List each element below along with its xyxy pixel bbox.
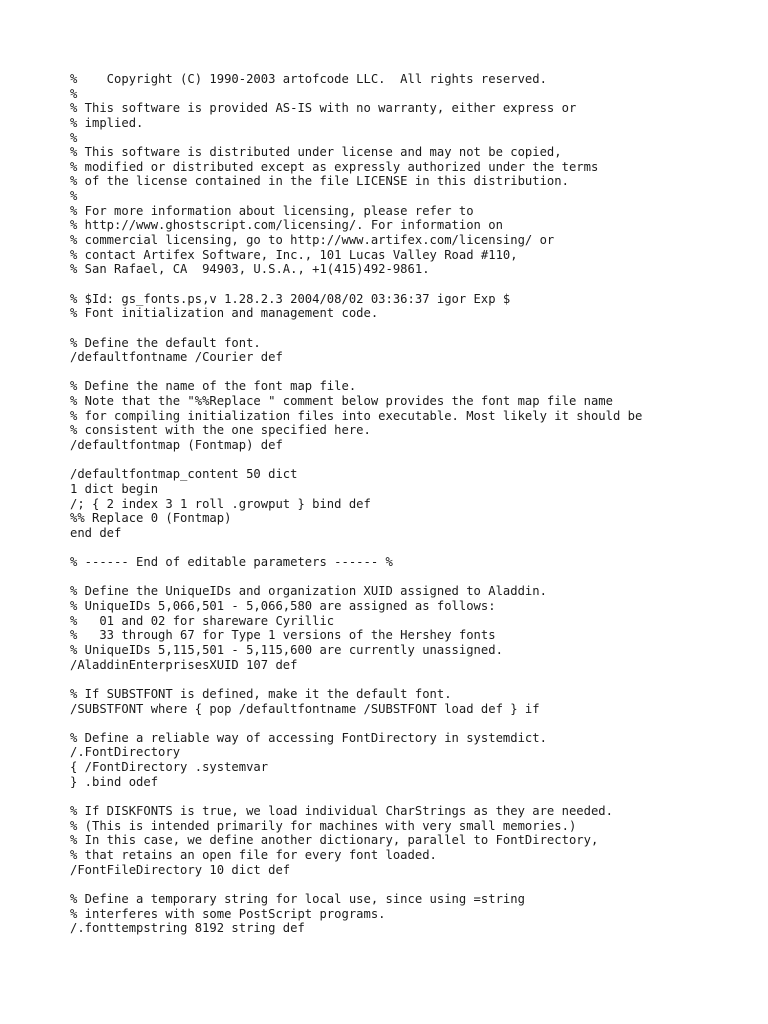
code-line xyxy=(70,672,760,687)
code-line: % In this case, we define another dictionary, parallel to FontDirectory, xyxy=(70,833,599,848)
code-line: % Define the UniqueIDs and organization XUID assigned to Aladdin. xyxy=(70,584,547,599)
code-line: % Copyright (C) 1990-2003 artofcode LLC. All rights reserved. xyxy=(70,72,547,86)
code-line: /.FontDirectory xyxy=(70,745,181,760)
code-line: % Define a reliable way of accessing FontDirectory in systemdict. xyxy=(70,730,547,745)
code-line: /.fonttempstring 8192 string def xyxy=(70,921,305,936)
code-line xyxy=(70,877,760,892)
code-line: % for compiling initialization files into executable. Most likely it should be xyxy=(70,408,643,423)
code-line xyxy=(70,541,760,556)
code-line: % This software is provided AS-IS with no warranty, either express or xyxy=(70,101,577,116)
code-line: /FontFileDirectory 10 dict def xyxy=(70,862,291,877)
code-line: % Font initialization and management code. xyxy=(70,306,379,321)
code-line: % UniqueIDs 5,115,501 - 5,115,600 are currently unassigned. xyxy=(70,642,503,657)
code-line: % For more information about licensing, please refer to xyxy=(70,203,474,218)
code-line xyxy=(70,570,760,585)
code-line xyxy=(70,789,760,804)
code-line: % This software is distributed under license and may not be copied, xyxy=(70,145,562,160)
code-line: /defaultfontmap (Fontmap) def xyxy=(70,438,283,453)
code-line: % Define a temporary string for local use, since using =string xyxy=(70,891,525,906)
code-line: % of the license contained in the file LICENSE in this distribution. xyxy=(70,174,569,189)
code-line: % Note that the "%%Replace " comment below provides the font map file name xyxy=(70,394,613,409)
code-line: /defaultfontname /Courier def xyxy=(70,350,283,365)
code-line: % interferes with some PostScript programs. xyxy=(70,906,386,921)
code-line xyxy=(70,716,760,731)
code-line: /; { 2 index 3 1 roll .growput } bind def xyxy=(70,496,371,511)
code-line: } .bind odef xyxy=(70,774,159,789)
code-line xyxy=(70,365,760,380)
code-line: % If SUBSTFONT is defined, make it the default font. xyxy=(70,686,452,701)
code-line: /SUBSTFONT where { pop /defaultfontname /SUBSTFONT load def } if xyxy=(70,701,540,716)
code-line: % contact Artifex Software, Inc., 101 Lucas Valley Road #110, xyxy=(70,247,518,262)
code-line xyxy=(70,277,760,292)
code-line: % Define the default font. xyxy=(70,335,261,350)
code-line: 1 dict begin xyxy=(70,481,159,496)
code-line: % Define the name of the font map file. xyxy=(70,379,357,394)
code-line: %% Replace 0 (Fontmap) xyxy=(70,511,232,526)
code-line: % If DISKFONTS is true, we load individual CharStrings as they are needed. xyxy=(70,804,613,819)
code-line: { /FontDirectory .systemvar xyxy=(70,760,269,775)
code-line: % ------ End of editable parameters ------ % xyxy=(70,555,393,570)
code-line: % (This is intended primarily for machines with very small memories.) xyxy=(70,818,577,833)
code-line: % xyxy=(70,189,78,204)
code-line: % 33 through 67 for Type 1 versions of the Hershey fonts xyxy=(70,628,496,643)
code-line: % $Id: gs_fonts.ps,v 1.28.2.3 2004/08/02 03:36:37 igor Exp $ xyxy=(70,291,511,306)
code-line: % xyxy=(70,86,78,101)
code-line: % UniqueIDs 5,066,501 - 5,066,580 are assigned as follows: xyxy=(70,599,496,614)
code-line: % http://www.ghostscript.com/licensing/. For information on xyxy=(70,218,503,233)
code-line: end def xyxy=(70,525,122,540)
code-line: % San Rafael, CA 94903, U.S.A., +1(415)492-9861. xyxy=(70,262,430,277)
code-line: % modified or distributed except as expressly authorized under the terms xyxy=(70,159,599,174)
code-line: % commercial licensing, go to http://www.artifex.com/licensing/ or xyxy=(70,233,555,248)
code-line xyxy=(70,321,760,336)
code-line xyxy=(70,453,760,468)
code-line: % implied. xyxy=(70,115,144,130)
source-code-block xyxy=(70,72,760,936)
code-line: /AladdinEnterprisesXUID 107 def xyxy=(70,657,298,672)
code-line: % consistent with the one specified here. xyxy=(70,423,371,438)
code-line: % xyxy=(70,130,78,145)
code-line: % 01 and 02 for shareware Cyrillic xyxy=(70,613,335,628)
code-line: % that retains an open file for every font loaded. xyxy=(70,847,437,862)
code-line: /defaultfontmap_content 50 dict xyxy=(70,467,298,482)
